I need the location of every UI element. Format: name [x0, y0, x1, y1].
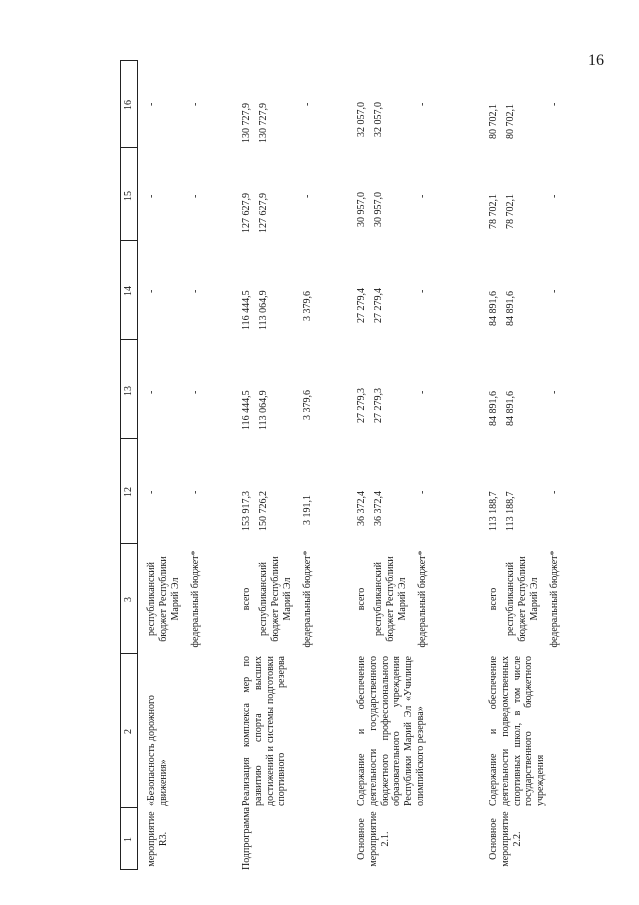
value-cell: 116 444,5: [241, 390, 252, 430]
row-description: «Безопасность дорожного движения»: [146, 695, 169, 806]
value-cell: -: [549, 102, 560, 106]
value-cell: 36 372,4: [373, 491, 384, 526]
funding-source: республиканский бюджет Республики Марий Эл: [505, 556, 540, 642]
value-cell: 80 702,1: [505, 104, 516, 139]
column-divider: [120, 339, 138, 340]
row-description: Реализация комплекса мер по развитию спорта высших достижений и системы подготовки спортивного резерва: [241, 656, 288, 806]
funding-source: федеральный бюджет*: [190, 550, 201, 648]
header-col-15: 15: [123, 191, 134, 201]
column-divider: [120, 147, 138, 148]
funding-source: республиканский бюджет Республики Марий Эл: [373, 556, 408, 642]
value-cell: 113 064,9: [258, 290, 269, 330]
column-divider: [120, 653, 138, 654]
value-cell: 3 379,6: [302, 390, 313, 420]
value-cell: 30 957,0: [356, 192, 367, 227]
header-col-16: 16: [123, 100, 134, 110]
value-cell: 80 702,1: [488, 104, 499, 139]
row-label: Основное мероприятие 2.1.: [356, 811, 391, 867]
value-cell: 32 057,0: [356, 102, 367, 137]
value-cell: -: [146, 390, 157, 394]
value-cell: 113 188,7: [505, 491, 516, 531]
value-cell: 150 726,2: [258, 491, 269, 531]
page-number: 16: [588, 52, 604, 69]
row-label: Подпрограмма: [241, 807, 252, 870]
value-cell: -: [146, 102, 157, 106]
header-col-12: 12: [123, 487, 134, 497]
value-cell: 78 702,1: [505, 194, 516, 229]
value-cell: -: [302, 102, 313, 106]
value-cell: 127 627,9: [258, 193, 269, 233]
value-cell: 30 957,0: [373, 192, 384, 227]
value-cell: 3 191,1: [302, 495, 313, 525]
value-cell: 27 279,3: [373, 388, 384, 423]
column-divider: [120, 240, 138, 241]
value-cell: 113 188,7: [488, 491, 499, 531]
value-cell: 84 891,6: [505, 291, 516, 326]
value-cell: -: [549, 490, 560, 494]
value-cell: 127 627,9: [241, 193, 252, 233]
value-cell: 130 727,9: [241, 103, 252, 143]
value-cell: -: [146, 490, 157, 494]
value-cell: -: [417, 289, 428, 293]
funding-source: федеральный бюджет*: [302, 550, 313, 648]
value-cell: -: [549, 194, 560, 198]
value-cell: -: [417, 102, 428, 106]
header-bottom-border: [137, 60, 138, 870]
value-cell: -: [190, 289, 201, 293]
budget-table: [120, 60, 622, 870]
column-divider: [120, 60, 138, 61]
value-cell: 36 372,4: [356, 491, 367, 526]
column-divider: [120, 543, 138, 544]
value-cell: -: [190, 490, 201, 494]
value-cell: 3 379,6: [302, 291, 313, 321]
value-cell: -: [549, 289, 560, 293]
header-col-13: 13: [123, 386, 134, 396]
row-label: мероприятие R3.: [146, 811, 169, 867]
funding-source: федеральный бюджет*: [417, 550, 428, 648]
funding-source: всего: [356, 587, 367, 611]
value-cell: 32 057,0: [373, 102, 384, 137]
column-divider: [120, 438, 138, 439]
header-col-14: 14: [123, 286, 134, 296]
column-divider: [120, 807, 138, 808]
value-cell: -: [417, 490, 428, 494]
value-cell: 113 064,9: [258, 390, 269, 430]
column-divider: [120, 869, 138, 870]
table-top-border: [120, 60, 121, 870]
value-cell: -: [190, 194, 201, 198]
value-cell: 153 917,3: [241, 491, 252, 531]
value-cell: 84 891,6: [488, 291, 499, 326]
value-cell: 84 891,6: [488, 391, 499, 426]
value-cell: -: [146, 194, 157, 198]
value-cell: -: [417, 194, 428, 198]
header-col-3: 3: [123, 597, 134, 602]
value-cell: -: [190, 102, 201, 106]
row-description: Содержание и обеспечение деятельности подведомственных спортивных школ, в том числе государственного бюджетного учреждения: [488, 656, 547, 806]
header-col-1: 1: [123, 837, 134, 842]
value-cell: -: [190, 390, 201, 394]
value-cell: -: [146, 289, 157, 293]
value-cell: 130 727,9: [258, 103, 269, 143]
header-col-2: 2: [123, 729, 134, 734]
funding-source: республиканский бюджет Республики Марий Эл: [258, 556, 293, 642]
value-cell: -: [302, 194, 313, 198]
funding-source: республиканский бюджет Республики Марий Эл: [146, 556, 181, 642]
row-label: Основное мероприятие 2.2.: [488, 811, 523, 867]
funding-source: всего: [488, 587, 499, 611]
value-cell: -: [549, 390, 560, 394]
value-cell: 27 279,3: [356, 388, 367, 423]
funding-source: федеральный бюджет*: [549, 550, 560, 648]
value-cell: 78 702,1: [488, 194, 499, 229]
value-cell: -: [417, 390, 428, 394]
value-cell: 27 279,4: [356, 288, 367, 323]
funding-source: всего: [241, 587, 252, 611]
row-description: Содержание и обеспечение деятельности государственного бюджетного профессионального образовательного учреждения Республики Марий Эл «Училище олимпийского резерва»: [356, 656, 426, 806]
value-cell: 116 444,5: [241, 290, 252, 330]
value-cell: 84 891,6: [505, 391, 516, 426]
value-cell: 27 279,4: [373, 288, 384, 323]
